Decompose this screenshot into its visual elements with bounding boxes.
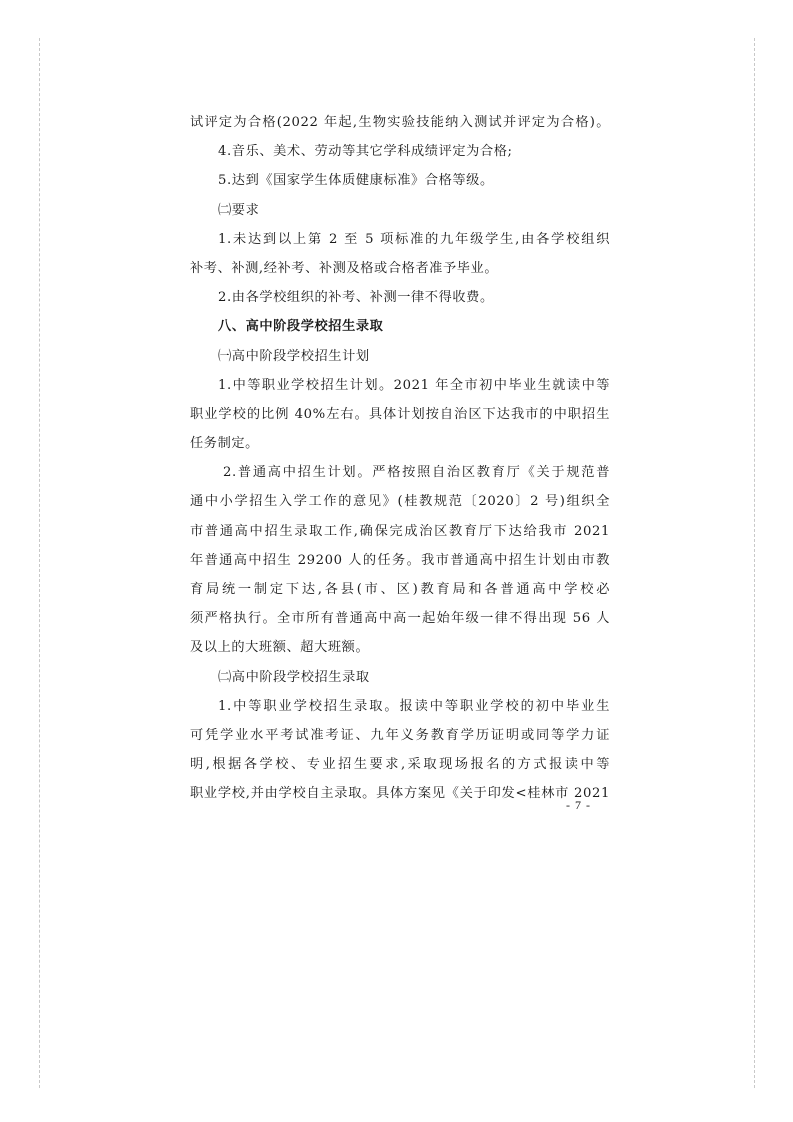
left-margin-guide (39, 38, 40, 1088)
paragraph-line: 须严格执行。全市所有普通高中高一起始年级一律不得出现 56 人 (190, 611, 610, 627)
paragraph-line: 可凭学业水平考试准考证、九年义务教育学历证明或同等学力证 (190, 727, 610, 743)
paragraph-line: 市普通高中招生录取工作,确保完成治区教育厅下达给我市 2021 (190, 523, 610, 539)
section-heading-requirements: ㈡要求 (218, 202, 260, 218)
paragraph-line: 职业学校的比例 40%左右。具体计划按自治区下达我市的中职招生 (190, 406, 610, 422)
paragraph-line: 1.中等职业学校招生录取。报读中等职业学校的初中毕业生 (218, 698, 610, 714)
paragraph-line: 1.中等职业学校招生计划。2021 年全市初中毕业生就读中等 (218, 377, 610, 393)
paragraph-line: 明,根据各学校、专业招生要求,采取现场报名的方式报读中等 (190, 757, 610, 773)
paragraph-line: 及以上的大班额、超大班额。 (190, 640, 370, 656)
paragraph-line: 试评定为合格(2022 年起,生物实验技能纳入测试并评定为合格)。 (190, 115, 610, 130)
paragraph-line: 年普通高中招生 29200 人的任务。我市普通高中招生计划由市教 (190, 552, 610, 568)
section-heading-admission: ㈡高中阶段学校招生录取 (218, 669, 370, 685)
list-item-4: 4.音乐、美术、劳动等其它学科成绩评定为合格; (218, 144, 513, 160)
list-item-5: 5.达到《国家学生体质健康标准》合格等级。 (218, 173, 494, 189)
body-text (190, 108, 610, 809)
paragraph-line: 育局统一制定下达,各县(市、区)教育局和各普通高中学校必 (190, 582, 610, 597)
paragraph-line: 2.由各学校组织的补考、补测一律不得收费。 (218, 290, 494, 306)
paragraph-line: 补考、补测,经补考、补测及格或合格者准予毕业。 (190, 260, 499, 276)
paragraph-line: 2.普通高中招生计划。严格按照自治区教育厅《关于规范普 (223, 465, 610, 481)
paragraph-line: 通中小学招生入学工作的意见》(桂教规范〔2020〕2 号)组织全 (190, 494, 610, 510)
chapter-heading-eight: 八、高中阶段学校招生录取 (218, 319, 384, 335)
paragraph-line: 1.未达到以上第 2 至 5 项标准的九年级学生,由各学校组织 (218, 231, 610, 247)
right-margin-guide (754, 38, 755, 1088)
page-number: - 7 - (566, 798, 591, 812)
paragraph-line: 职业学校,并由学校自主录取。具体方案见《关于印发<桂林市 2021 (190, 786, 610, 802)
section-heading-plan: ㈠高中阶段学校招生计划 (218, 348, 370, 364)
paragraph-line: 任务制定。 (190, 436, 259, 452)
